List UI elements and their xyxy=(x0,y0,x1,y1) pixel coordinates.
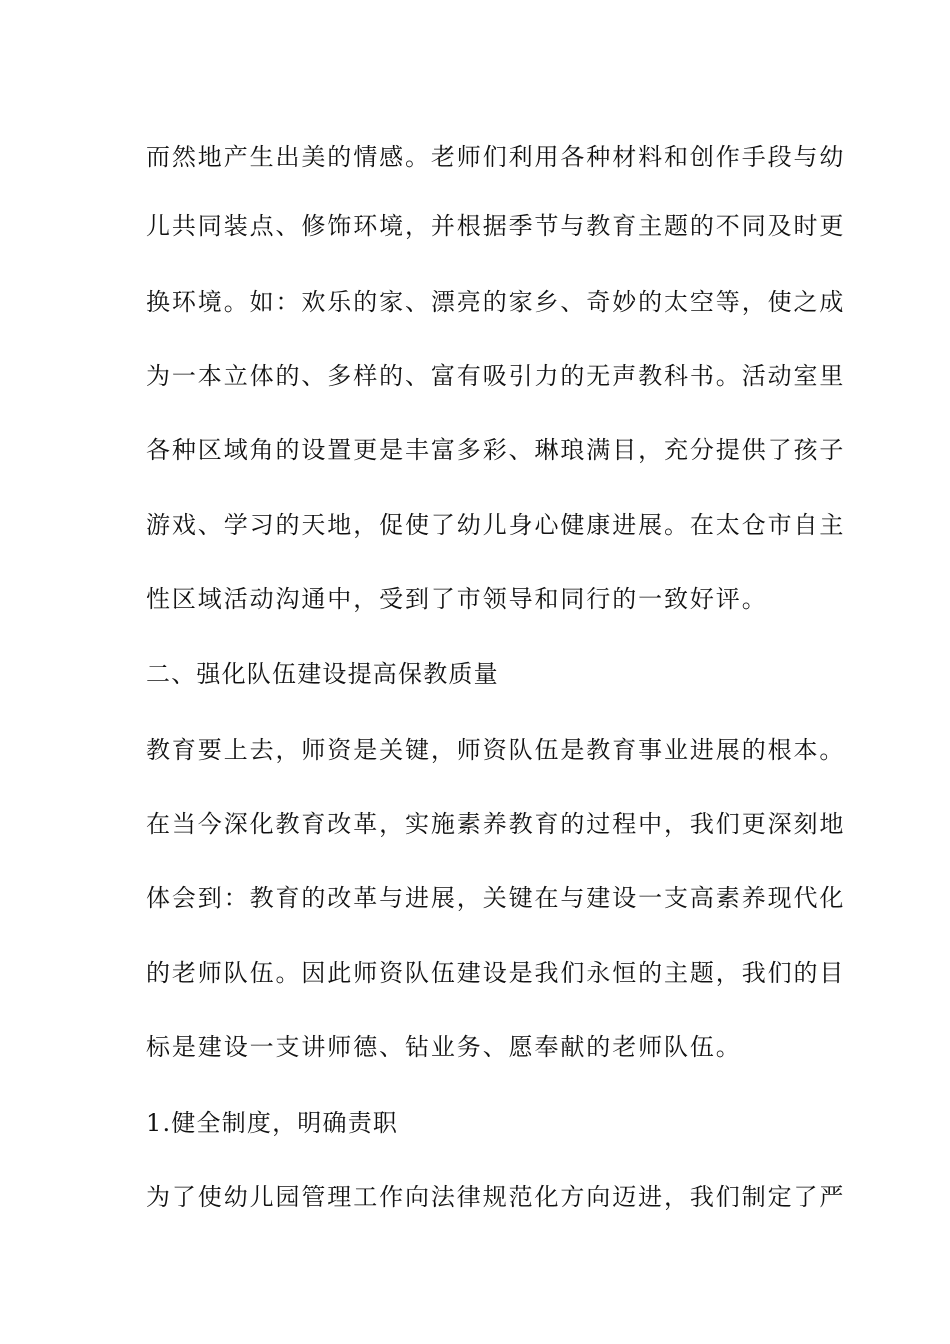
paragraph-line-9: 在当今深化教育改革，实施素养教育的过程中，我们更深刻地 xyxy=(146,810,846,838)
section-heading: 二、强化队伍建设提高保教质量 xyxy=(146,660,499,688)
paragraph-line-7: 性区域活动沟通中，受到了市领导和同行的一致好评。 xyxy=(146,585,768,613)
subsection-heading: 1.健全制度，明确责职 xyxy=(146,1109,399,1137)
paragraph-line-6: 游戏、学习的天地，促使了幼儿身心健康进展。在太仓市自主 xyxy=(146,511,846,539)
paragraph-line-10: 体会到：教育的改革与进展，关键在与建设一支高素养现代化 xyxy=(146,884,846,912)
paragraph-line-12: 标是建设一支讲师德、钻业务、愿奉献的老师队伍。 xyxy=(146,1033,742,1061)
paragraph-line-3: 换环境。如：欢乐的家、漂亮的家乡、奇妙的太空等，使之成 xyxy=(146,288,846,316)
paragraph-line-8: 教育要上去，师资是关键，师资队伍是教育事业进展的根本。 xyxy=(146,736,846,764)
paragraph-line-11: 的老师队伍。因此师资队伍建设是我们永恒的主题，我们的目 xyxy=(146,959,846,987)
paragraph-line-1: 而然地产生出美的情感。老师们利用各种材料和创作手段与幼 xyxy=(146,143,846,171)
paragraph-line-5: 各种区域角的设置更是丰富多彩、琳琅满目，充分提供了孩子 xyxy=(146,436,846,464)
paragraph-line-4: 为一本立体的、多样的、富有吸引力的无声教科书。活动室里 xyxy=(146,362,846,390)
paragraph-line-2: 儿共同装点、修饰环境，并根据季节与教育主题的不同及时更 xyxy=(146,212,846,240)
paragraph-line-13: 为了使幼儿园管理工作向法律规范化方向迈进，我们制定了严 xyxy=(146,1183,846,1211)
